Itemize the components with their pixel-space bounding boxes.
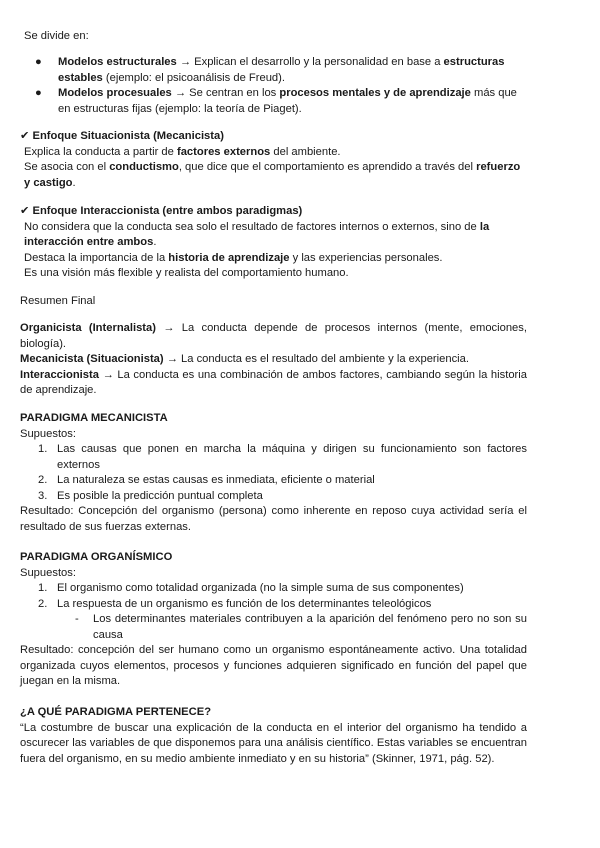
list-item: Mecanicista (Situacionista) → La conducta es el resultado del ambiente y la experiencia. bbox=[20, 353, 469, 365]
list-item: 2. La naturaleza se estas causas es inmediata, eficiente o material bbox=[38, 474, 375, 486]
list-item: Interaccionista → La conducta es una combinación de ambos factores, cambiando según la historia de aprendizaje. bbox=[20, 368, 527, 396]
paragraph: No considera que la conducta sea solo el resultado de factores internos o externos, sino de la interacción entre ambos. bbox=[24, 220, 490, 248]
resultado-text: Resultado: concepción del ser humano como un organismo espontáneamente activo. Una totalidad organizada cuyos elementos, procesos y funciones adquieren significado en función del papel que juegan en la misma. bbox=[20, 644, 527, 687]
section-heading: ¿A QUÉ PARADIGMA PERTENECE? bbox=[20, 706, 212, 718]
interaccionista-section bbox=[20, 204, 527, 282]
list-item: ● Modelos estructurales → Explican el desarrollo y la personalidad en base a estructuras estables (ejemplo: el psicoanálisis de Freud). bbox=[35, 56, 505, 84]
section-heading: PARADIGMA MECANICISTA bbox=[20, 412, 168, 424]
organismico-section bbox=[20, 550, 527, 690]
paragraph: Destaca la importancia de la historia de aprendizaje y las experiencias personales. bbox=[24, 251, 443, 264]
dash-icon: - bbox=[75, 613, 79, 625]
list-item: 3. Es posible la predicción puntual completa bbox=[38, 489, 263, 502]
resumen-list bbox=[20, 321, 527, 399]
paragraph: Explica la conducta a partir de factores externos del ambiente. bbox=[24, 145, 341, 158]
intro-text: Se divide en: bbox=[24, 30, 89, 42]
list-item: 1. El organismo como totalidad organizada (no la simple suma de sus componentes) bbox=[38, 582, 464, 594]
pregunta-section bbox=[20, 705, 527, 767]
section-heading: ✔ Enfoque Interaccionista (entre ambos paradigmas) bbox=[20, 205, 303, 217]
situacionista-section bbox=[20, 129, 527, 191]
paragraph: Es una visión más flexible y realista del comportamiento humano. bbox=[24, 267, 349, 279]
section-heading: PARADIGMA ORGANÍSMICO bbox=[20, 551, 173, 563]
list-item: 1. Las causas que ponen en marcha la máquina y dirigen su funcionamiento son factores externos bbox=[38, 443, 527, 471]
resultado-text: Resultado: Concepción del organismo (persona) como inherente en reposo cuya actividad sería el resultado de sus fuerzas externas. bbox=[20, 505, 527, 533]
sub-list bbox=[20, 612, 527, 643]
section-heading: ✔ Enfoque Situacionista (Mecanicista) bbox=[20, 130, 224, 142]
mecanicista-section bbox=[20, 411, 527, 535]
quote-text: “La costumbre de buscar una explicación de la conducta en el interior del organismo ha tendido a oscurecer las variables de que disponemos para una análisis científico. Estas variables se encuentran fuera del organismo, en su medio ambiente inmediato y en su historia” (Skinner, 1971, pág. 52). bbox=[20, 721, 527, 765]
paragraph: Se asocia con el conductismo, que dice que el comportamiento es aprendido a través del refuerzo y castigo. bbox=[24, 161, 521, 189]
resumen-title: Resumen Final bbox=[20, 295, 96, 307]
list-item: Organicista (Internalista) → La conducta depende de procesos internos (mente, emociones, biología). bbox=[20, 322, 527, 350]
bullet-icon: ● bbox=[35, 87, 42, 99]
supuestos-label: Supuestos: bbox=[20, 566, 76, 579]
supuestos-list bbox=[20, 581, 527, 612]
supuestos-list bbox=[20, 442, 527, 504]
models-list bbox=[20, 55, 527, 117]
list-item: ● Modelos procesuales → Se centran en los procesos mentales y de aprendizaje más que en estructuras fijas (ejemplo: la teoría de Piaget). bbox=[35, 87, 517, 115]
list-item: 2. La respuesta de un organismo es función de los determinantes teleológicos bbox=[38, 597, 432, 610]
supuestos-label: Supuestos: bbox=[20, 427, 76, 440]
bullet-icon: ● bbox=[35, 56, 42, 68]
list-item: - Los determinantes materiales contribuyen a la aparición del fenómeno pero no son su causa bbox=[75, 613, 527, 641]
